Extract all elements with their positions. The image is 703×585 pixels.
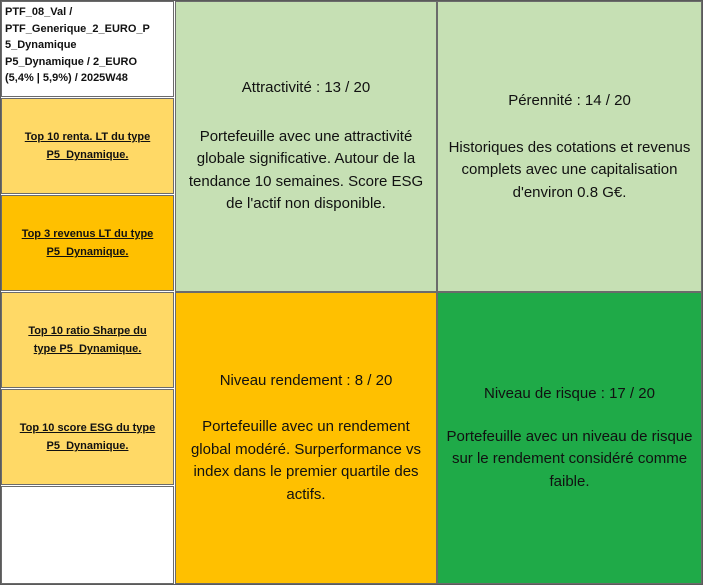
attractivite-title: Attractivité : 13 / 20 [241,79,371,97]
perennite-card [437,1,702,292]
ranking-esg [1,389,174,485]
ranking-line: Top 10 ratio Sharpe du [28,325,147,337]
ranking-line: Top 10 score ESG du type [19,422,156,434]
risque-desc: Portefeuille avec un niveau de risque sur le rendement considéré comme faible. [446,427,693,490]
ranking-line: type P5_Dynamique. [33,343,142,355]
ranking-line: P5_Dynamique. [46,246,129,258]
header-line: 5_Dynamique [5,39,77,51]
header-line: PTF_08_Val / [5,6,73,18]
ranking-line: P5_Dynamique. [46,149,129,161]
risque-title: Niveau de risque : 17 / 20 [484,385,655,402]
empty-cell [1,486,174,584]
ranking-revenus [1,195,174,291]
ranking-line: Top 10 renta. LT du type [24,131,151,143]
attractivite-card [175,1,437,292]
header-line: PTF_Generique_2_EURO_P [5,22,150,35]
perennite-title: Pérennité : 14 / 20 [508,92,631,109]
rendement-desc: Portefeuille avec un rendement global modéré. Surperformance vs index dans le premier quartile des actifs. [190,418,422,503]
ranking-sharpe [1,292,174,388]
ranking-renta [1,98,174,194]
risque-card [437,292,702,584]
ranking-line: Top 3 revenus LT du type [21,228,154,240]
perennite-desc: Historiques des cotations et revenus complets avec une capitalisation d'environ 0.8 G€. [448,138,691,201]
portfolio-header [1,1,174,97]
rendement-card [175,292,437,584]
header-line: (5,4% | 5,9%) / 2025W48 [5,72,128,84]
attractivite-desc: Portefeuille avec une attractivité globale significative. Autour de la tendance 10 semaines. Score ESG de l'actif non disponible. [188,127,424,213]
rendement-title: Niveau rendement : 8 / 20 [219,371,393,389]
ranking-line: P5_Dynamique. [46,440,129,452]
header-line: P5_Dynamique / 2_EURO [5,55,138,68]
